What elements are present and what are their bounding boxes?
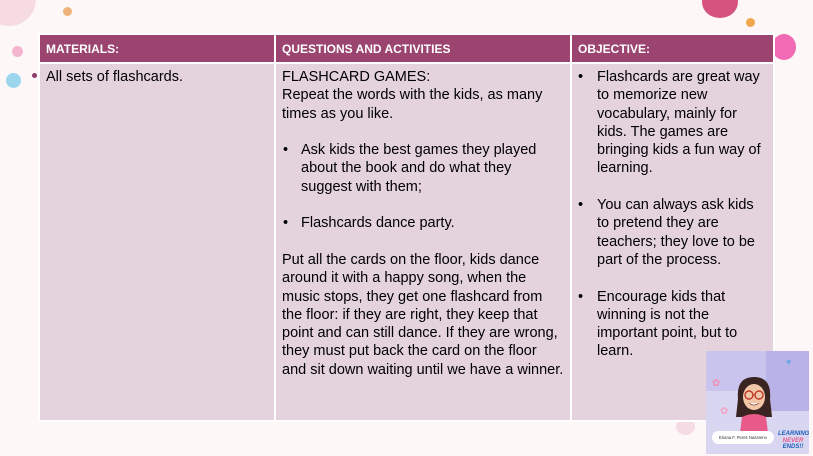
flower-icon: ✿ (720, 406, 729, 417)
flower-icon: ✿ (712, 378, 721, 389)
lesson-plan-table (38, 33, 775, 422)
materials-cell (39, 63, 275, 421)
heart-icon: ♥ (786, 357, 792, 367)
learning-logo: LEARNING NEVER ENDS!! (778, 431, 809, 450)
header-questions-activities: QUESTIONS AND ACTIVITIES (275, 34, 571, 63)
table-row (39, 63, 774, 421)
badge-name: Eriana F. Peres Nazareno (712, 431, 774, 444)
decor-circle (12, 46, 23, 57)
decor-circle (772, 34, 796, 60)
decor-circle (746, 18, 755, 27)
decor-circle (63, 7, 72, 16)
activity-bullet: • Ask kids the best games they played about the book and do what they suggest with them; (282, 141, 564, 196)
decor-circle (702, 0, 738, 18)
objective-bullet: • Flashcards are great way to memorize new vocabulary, mainly for kids. The games are bringing kids a fun way of learning. (578, 68, 767, 178)
activity-bullet: • Flashcards dance party. (282, 214, 564, 232)
objective-bullet: • You can always ask kids to pretend they are teachers; they love to be part of the process. (578, 196, 767, 269)
activities-cell (275, 63, 571, 421)
decor-circle (0, 0, 36, 26)
header-objective: OBJECTIVE: (571, 34, 774, 63)
activities-intro: Repeat the words with the kids, as many times as you like. (282, 87, 543, 122)
activities-description: Put all the cards on the floor, kids dance around it with a happy song, when the music stops, they get one flashcard from the floor: if they are right, they keep that point and can still dance. If they are wrong, they must put back the card on the floor and sit down waiting until we have a winner. (282, 251, 564, 378)
header-materials: MATERIALS: (39, 34, 275, 63)
avatar-icon (732, 373, 776, 433)
objective-bullet: • Encourage kids that winning is not the important point, but to learn. (578, 288, 767, 361)
teacher-badge (706, 351, 809, 454)
decor-circle (6, 73, 21, 88)
activities-title: FLASHCARD GAMES: (282, 69, 431, 85)
materials-text: All sets of flashcards. (46, 69, 183, 85)
decor-circle (32, 73, 37, 78)
table-header-row (39, 34, 774, 63)
